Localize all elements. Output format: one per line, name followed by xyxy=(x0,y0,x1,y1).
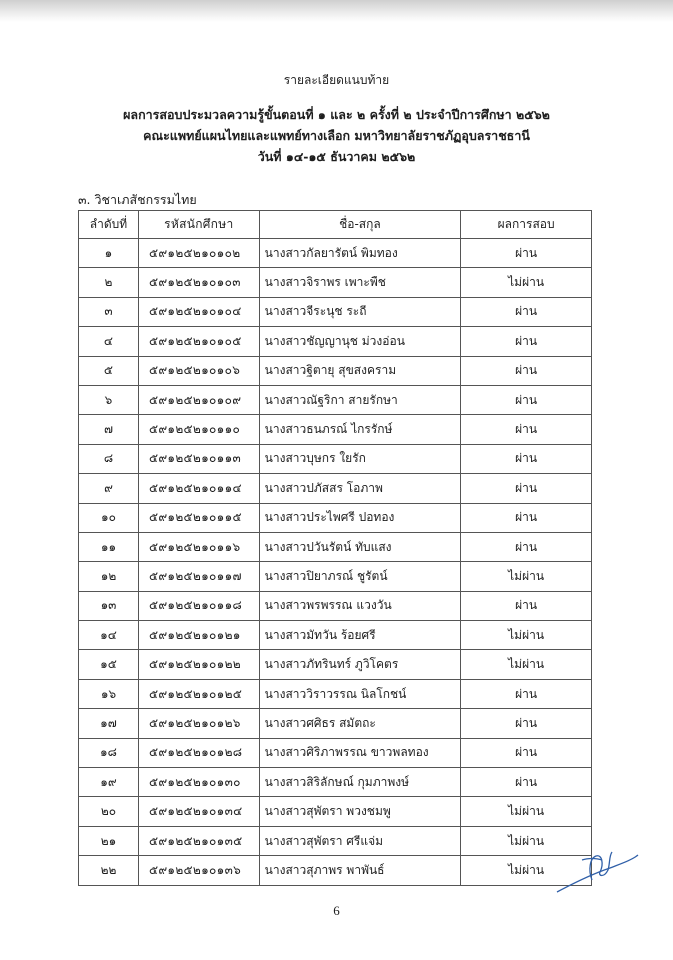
table-row xyxy=(79,297,592,326)
student-id: ๕๙๑๒๕๒๑๐๑๐๖ xyxy=(138,356,259,385)
row-number: ๑๐ xyxy=(79,503,139,532)
exam-result: ผ่าน xyxy=(461,532,592,561)
faculty-name: คณะแพทย์แผนไทยและแพทย์ทางเลือก มหาวิทยาลัยราชภัฏอุบลราชธานี xyxy=(143,128,530,143)
top-scan-shadow xyxy=(0,0,673,22)
exam-result: ไม่ผ่าน xyxy=(461,268,592,297)
column-header-name: ชื่อ-สกุล xyxy=(259,211,461,239)
student-id: ๕๙๑๒๕๒๑๐๑๐๙ xyxy=(138,385,259,414)
exam-result: ผ่าน xyxy=(461,239,592,268)
table-row xyxy=(79,239,592,268)
table-row xyxy=(79,650,592,679)
document-title: ผลการสอบประมวลความรู้ขั้นตอนที่ ๑ และ ๒ ครั้งที่ ๒ ประจำปีการศึกษา ๒๕๖๒ xyxy=(123,107,550,122)
row-number: ๑ xyxy=(79,239,139,268)
student-name: นางสาวบุษกร ใยรัก xyxy=(259,444,461,473)
row-number: ๗ xyxy=(79,415,139,444)
page-number: 6 xyxy=(333,903,340,918)
row-number: ๒๐ xyxy=(79,797,139,826)
row-number: ๑๕ xyxy=(79,650,139,679)
student-name: นางสาวชัญญานุช ม่วงอ่อน xyxy=(259,327,461,356)
student-id: ๕๙๑๒๕๒๑๐๑๓๖ xyxy=(138,856,259,885)
student-name: นางสาวฐิตายุ สุขสงคราม xyxy=(259,356,461,385)
row-number: ๑๓ xyxy=(79,591,139,620)
table-header-row xyxy=(79,211,592,239)
table-row xyxy=(79,474,592,503)
student-name: นางสาวสุพัตรา ศรีแจ่ม xyxy=(259,826,461,855)
student-name: นางสาวกัลยารัตน์ พิมทอง xyxy=(259,239,461,268)
exam-result: ผ่าน xyxy=(461,474,592,503)
student-id: ๕๙๑๒๕๒๑๐๑๓๕ xyxy=(138,826,259,855)
student-id: ๕๙๑๒๕๒๑๐๑๒๑ xyxy=(138,621,259,650)
exam-result: ไม่ผ่าน xyxy=(461,826,592,855)
exam-result: ผ่าน xyxy=(461,415,592,444)
student-name: นางสาววิราวรรณ นิลโกชน์ xyxy=(259,679,461,708)
table-row xyxy=(79,532,592,561)
exam-result: ผ่าน xyxy=(461,503,592,532)
exam-result: ผ่าน xyxy=(461,327,592,356)
exam-result: ผ่าน xyxy=(461,444,592,473)
exam-result: ผ่าน xyxy=(461,356,592,385)
table-row xyxy=(79,856,592,885)
row-number: ๖ xyxy=(79,385,139,414)
row-number: ๑๖ xyxy=(79,679,139,708)
student-id: ๕๙๑๒๕๒๑๐๑๒๕ xyxy=(138,679,259,708)
row-number: ๕ xyxy=(79,356,139,385)
table-row xyxy=(79,679,592,708)
table-row xyxy=(79,503,592,532)
column-header-result: ผลการสอบ xyxy=(461,211,592,239)
row-number: ๑๑ xyxy=(79,532,139,561)
student-id: ๕๙๑๒๕๒๑๐๑๐๔ xyxy=(138,297,259,326)
table-row xyxy=(79,797,592,826)
student-id: ๕๙๑๒๕๒๑๐๑๒๒ xyxy=(138,650,259,679)
row-number: ๒๒ xyxy=(79,856,139,885)
exam-result: ผ่าน xyxy=(461,385,592,414)
student-name: นางสาวสุพัตรา พวงชมพู xyxy=(259,797,461,826)
student-name: นางสาวภัทรินทร์ ภูวิโคตร xyxy=(259,650,461,679)
table-row xyxy=(79,738,592,767)
student-id: ๕๙๑๒๕๒๑๐๑๑๖ xyxy=(138,532,259,561)
student-name: นางสาวจีระนุช ระถี xyxy=(259,297,461,326)
student-name: นางสาวณัฐริกา สายรักษา xyxy=(259,385,461,414)
section-title: ๓. วิชาเภสัชกรรมไทย xyxy=(78,192,197,207)
row-number: ๙ xyxy=(79,474,139,503)
row-number: ๒ xyxy=(79,268,139,297)
student-id: ๕๙๑๒๕๒๑๐๑๑๓ xyxy=(138,444,259,473)
table-row xyxy=(79,415,592,444)
student-name: นางสาวมัทวัน ร้อยศรี xyxy=(259,621,461,650)
student-name: นางสาวธนภรณ์ ไกรรักษ์ xyxy=(259,415,461,444)
student-name: นางสาวสุภาพร พาพันธ์ xyxy=(259,856,461,885)
exam-result: ไม่ผ่าน xyxy=(461,621,592,650)
student-id: ๕๙๑๒๕๒๑๐๑๐๓ xyxy=(138,268,259,297)
results-table xyxy=(78,210,592,886)
student-id: ๕๙๑๒๕๒๑๐๑๐๕ xyxy=(138,327,259,356)
table-row xyxy=(79,327,592,356)
student-id: ๕๙๑๒๕๒๑๐๑๑๔ xyxy=(138,474,259,503)
exam-result: ผ่าน xyxy=(461,297,592,326)
student-name: นางสาวจิราพร เพาะพืช xyxy=(259,268,461,297)
student-id: ๕๙๑๒๕๒๑๐๑๒๘ xyxy=(138,738,259,767)
row-number: ๘ xyxy=(79,444,139,473)
student-name: นางสาวศศิธร สมัตถะ xyxy=(259,709,461,738)
table-row xyxy=(79,268,592,297)
student-name: นางสาวปภัสสร โอภาพ xyxy=(259,474,461,503)
table-row xyxy=(79,562,592,591)
student-name: นางสาวปวันรัตน์ ทับแสง xyxy=(259,532,461,561)
student-id: ๕๙๑๒๕๒๑๐๑๑๗ xyxy=(138,562,259,591)
row-number: ๑๘ xyxy=(79,738,139,767)
row-number: ๑๔ xyxy=(79,621,139,650)
row-number: ๑๙ xyxy=(79,768,139,797)
row-number: ๓ xyxy=(79,297,139,326)
table-row xyxy=(79,768,592,797)
exam-result: ผ่าน xyxy=(461,738,592,767)
student-id: ๕๙๑๒๕๒๑๐๑๑๘ xyxy=(138,591,259,620)
student-id: ๕๙๑๒๕๒๑๐๑๑๕ xyxy=(138,503,259,532)
exam-result: ผ่าน xyxy=(461,768,592,797)
exam-result: ไม่ผ่าน xyxy=(461,797,592,826)
exam-result: ผ่าน xyxy=(461,591,592,620)
table-row xyxy=(79,621,592,650)
row-number: ๑๒ xyxy=(79,562,139,591)
exam-result: ผ่าน xyxy=(461,709,592,738)
table-row xyxy=(79,826,592,855)
student-id: ๕๙๑๒๕๒๑๐๑๑๐ xyxy=(138,415,259,444)
exam-date: วันที่ ๑๔-๑๕ ธันวาคม ๒๕๖๒ xyxy=(257,149,416,164)
student-id: ๕๙๑๒๕๒๑๐๑๒๖ xyxy=(138,709,259,738)
column-header-no: ลำดับที่ xyxy=(79,211,139,239)
table-row xyxy=(79,444,592,473)
student-id: ๕๙๑๒๕๒๑๐๑๓๐ xyxy=(138,768,259,797)
attachment-heading: รายละเอียดแนบท้าย xyxy=(283,73,390,87)
signature-mark xyxy=(552,840,642,896)
student-name: นางสาวศิริภาพรรณ ขาวพลทอง xyxy=(259,738,461,767)
table-row xyxy=(79,709,592,738)
column-header-student-id: รหัสนักศึกษา xyxy=(138,211,259,239)
table-row xyxy=(79,356,592,385)
row-number: ๑๗ xyxy=(79,709,139,738)
table-row xyxy=(79,385,592,414)
student-name: นางสาวประไพศรี ปอทอง xyxy=(259,503,461,532)
exam-result: ไม่ผ่าน xyxy=(461,856,592,885)
row-number: ๒๑ xyxy=(79,826,139,855)
student-name: นางสาวสิริลักษณ์ กุมภาพงษ์ xyxy=(259,768,461,797)
table-row xyxy=(79,591,592,620)
row-number: ๔ xyxy=(79,327,139,356)
student-id: ๕๙๑๒๕๒๑๐๑๐๒ xyxy=(138,239,259,268)
exam-result: ไม่ผ่าน xyxy=(461,650,592,679)
exam-result: ไม่ผ่าน xyxy=(461,562,592,591)
exam-result: ผ่าน xyxy=(461,679,592,708)
student-name: นางสาวปิยาภรณ์ ชูรัตน์ xyxy=(259,562,461,591)
student-name: นางสาวพรพรรณ แวงวัน xyxy=(259,591,461,620)
student-id: ๕๙๑๒๕๒๑๐๑๓๔ xyxy=(138,797,259,826)
